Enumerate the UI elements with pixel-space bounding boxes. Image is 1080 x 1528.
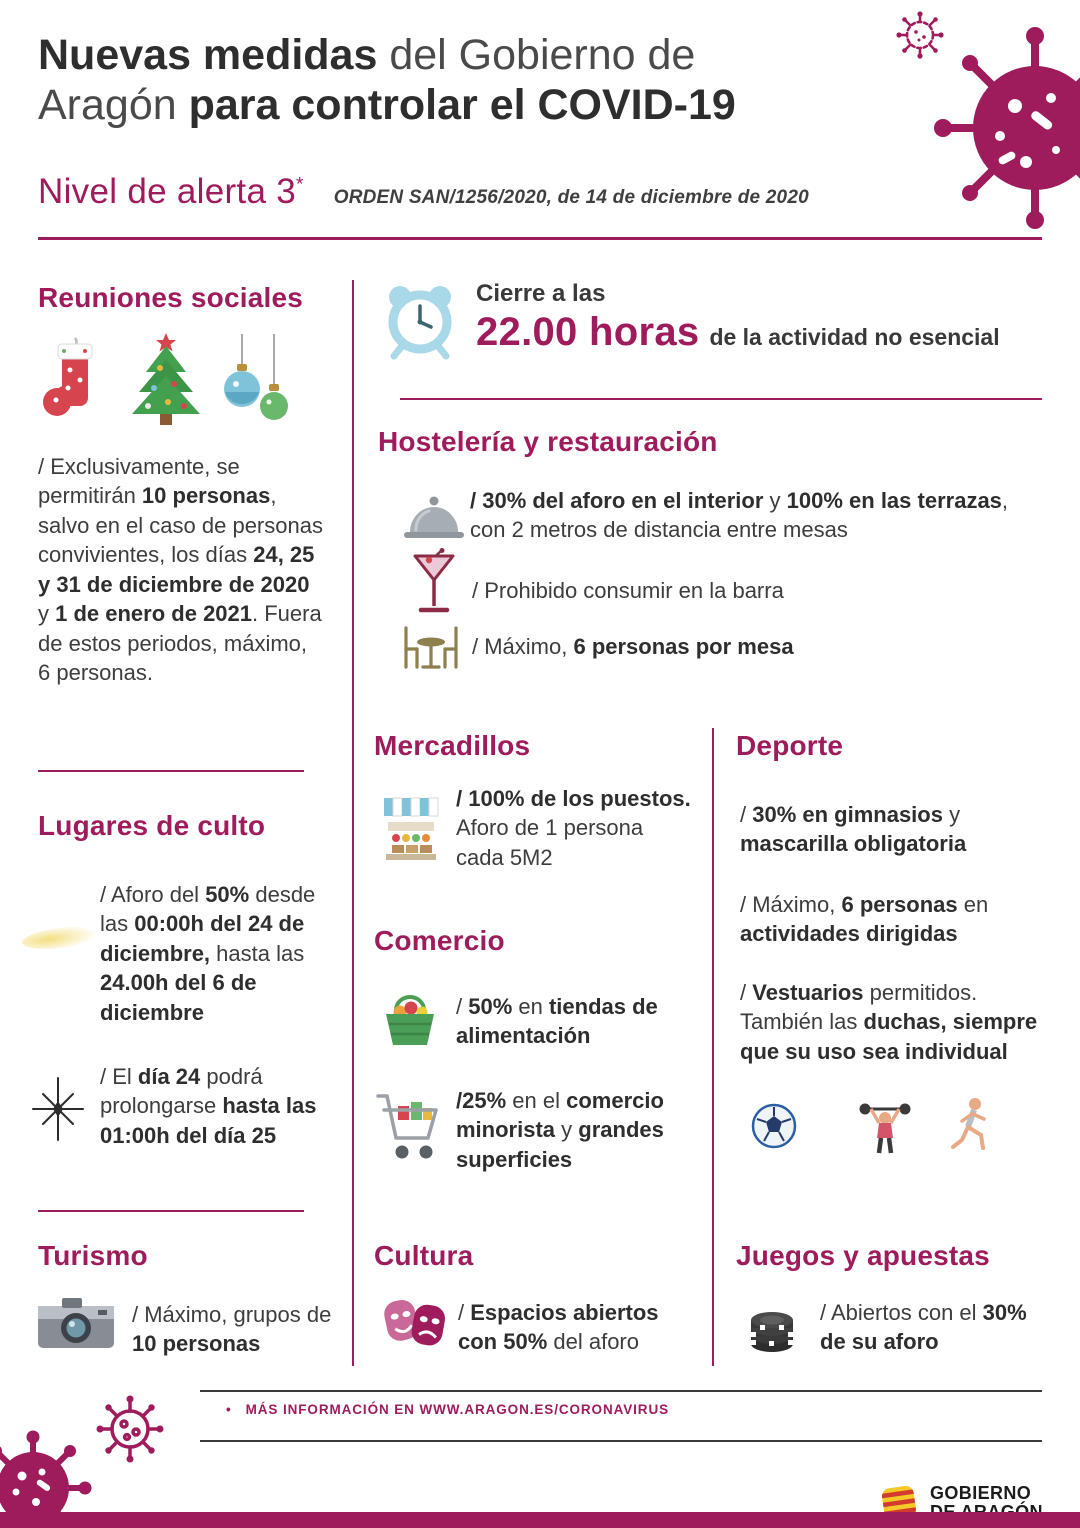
christmas-ornaments-icon — [218, 334, 296, 432]
reuniones-body: / Exclusivamente, se permitirán 10 personas, salvo en el caso de personas convivientes, los días 24, 25 y 31 de diciembre de 2020 y 1 de enero de 2021. Fuera de estos periodos, máximo, 6 personas. — [38, 454, 323, 686]
hosteleria-item-1: / 30% del aforo en el interior y 100% en las terrazas, con 2 metros de distancia entre mesas — [470, 488, 1009, 543]
section-heading-reuniones: Reuniones sociales — [38, 282, 304, 313]
cocktail-icon — [410, 548, 458, 618]
hosteleria-item-2: / Prohibido consumir en la barra — [472, 578, 784, 603]
hosteleria-item-3: / Máximo, 6 personas por mesa — [472, 634, 794, 659]
closing-time: 22.00 horas — [476, 310, 700, 354]
deporte-item-3: / Vestuarios permitidos. También las duchas, siempre que su uso sea individual — [740, 980, 1038, 1064]
runner-icon — [944, 1096, 996, 1156]
virus-large-icon — [930, 18, 1080, 246]
serving-dish-icon — [402, 492, 466, 546]
title-line-1: Nuevas medidas del Gobierno de — [38, 31, 696, 79]
column-divider-left — [352, 280, 354, 1366]
alert-level: Nivel de alerta 3* — [38, 172, 304, 211]
comercio-item-1: / 50% en tiendas de alimentación — [456, 994, 658, 1049]
turismo-item-1: / Máximo, grupos de 10 personas — [132, 1302, 332, 1357]
section-heading-mercadillos: Mercadillos — [374, 730, 531, 761]
section-heading-cultura: Cultura — [374, 1240, 474, 1271]
header-divider — [38, 237, 1042, 240]
deporte-item-1: / 30% en gimnasios y mascarilla obligatoria — [740, 802, 967, 857]
table-chairs-icon — [398, 622, 464, 672]
order-reference: ORDEN SAN/1256/2020, de 14 de diciembre de 2020 — [333, 187, 809, 208]
footer-divider-bottom — [200, 1440, 1042, 1442]
lugares-item-2: / El día 24 podrá prolongarse hasta las 01:00h del día 25 — [100, 1064, 317, 1148]
camera-icon — [36, 1294, 116, 1352]
mercadillos-item-1: / 100% de los puestos. Aforo de 1 persona cada 5M2 — [456, 786, 691, 870]
food-basket-icon — [378, 986, 442, 1048]
closing-time-block — [476, 280, 1000, 355]
christmas-tree-icon — [124, 330, 208, 430]
logo-text: GOBIERNO — [930, 1482, 1032, 1503]
footer-url[interactable]: WWW.ARAGON.ES/CORONAVIRUS — [419, 1402, 669, 1417]
column-divider-right — [712, 728, 714, 1366]
market-stall-icon — [380, 792, 442, 862]
soccer-ball-icon — [750, 1102, 798, 1150]
section-heading-juegos: Juegos y apuestas — [736, 1240, 990, 1271]
weightlifter-icon — [856, 1096, 914, 1156]
footer-info — [226, 1402, 669, 1417]
footer-bullet: • — [226, 1402, 232, 1417]
closing-intro: Cierre a las — [476, 280, 606, 307]
lugares-item-1: / Aforo del 50% desde las 00:00h del 24 de diciembre, hasta las 24.00h del 6 de diciembre — [100, 882, 316, 1025]
poker-chips-icon — [746, 1292, 804, 1358]
left-divider-2 — [38, 1210, 304, 1212]
page-title — [38, 30, 878, 131]
alert-footnote-mark: * — [296, 174, 304, 196]
alarm-clock-icon — [382, 280, 458, 360]
footer-info-text: MÁS INFORMACIÓN EN WWW.ARAGON.ES/CORONAVIRUS — [245, 1402, 669, 1417]
section-heading-hosteleria: Hostelería y restauración — [378, 426, 718, 457]
christmas-stocking-icon — [40, 334, 102, 430]
left-divider-1 — [38, 770, 304, 772]
footer-divider-top — [200, 1390, 1042, 1392]
section-heading-deporte: Deporte — [736, 730, 844, 761]
cultura-item-1: / Espacios abiertos con 50% del aforo — [458, 1300, 659, 1355]
star-sparkle-icon — [28, 1076, 88, 1142]
juegos-item-1: / Abiertos con el 30% de su aforo — [820, 1300, 1027, 1355]
section-heading-comercio: Comercio — [374, 925, 505, 956]
section-heading-turismo: Turismo — [38, 1240, 148, 1271]
section-heading-lugares: Lugares de culto — [38, 810, 266, 841]
closing-detail: de la actividad no esencial — [709, 324, 1000, 350]
shopping-cart-icon — [374, 1086, 442, 1166]
deporte-item-2: / Máximo, 6 personas en actividades dirigidas — [740, 892, 989, 947]
bottom-accent-bar — [0, 1512, 1080, 1528]
title-line-2: Aragón para controlar el COVID-19 — [38, 81, 736, 130]
light-streak-icon — [20, 916, 102, 960]
main-divider-1 — [400, 398, 1042, 400]
theater-masks-icon — [380, 1292, 450, 1354]
comercio-item-2: /25% en el comercio minorista y grandes superficies — [456, 1088, 664, 1172]
